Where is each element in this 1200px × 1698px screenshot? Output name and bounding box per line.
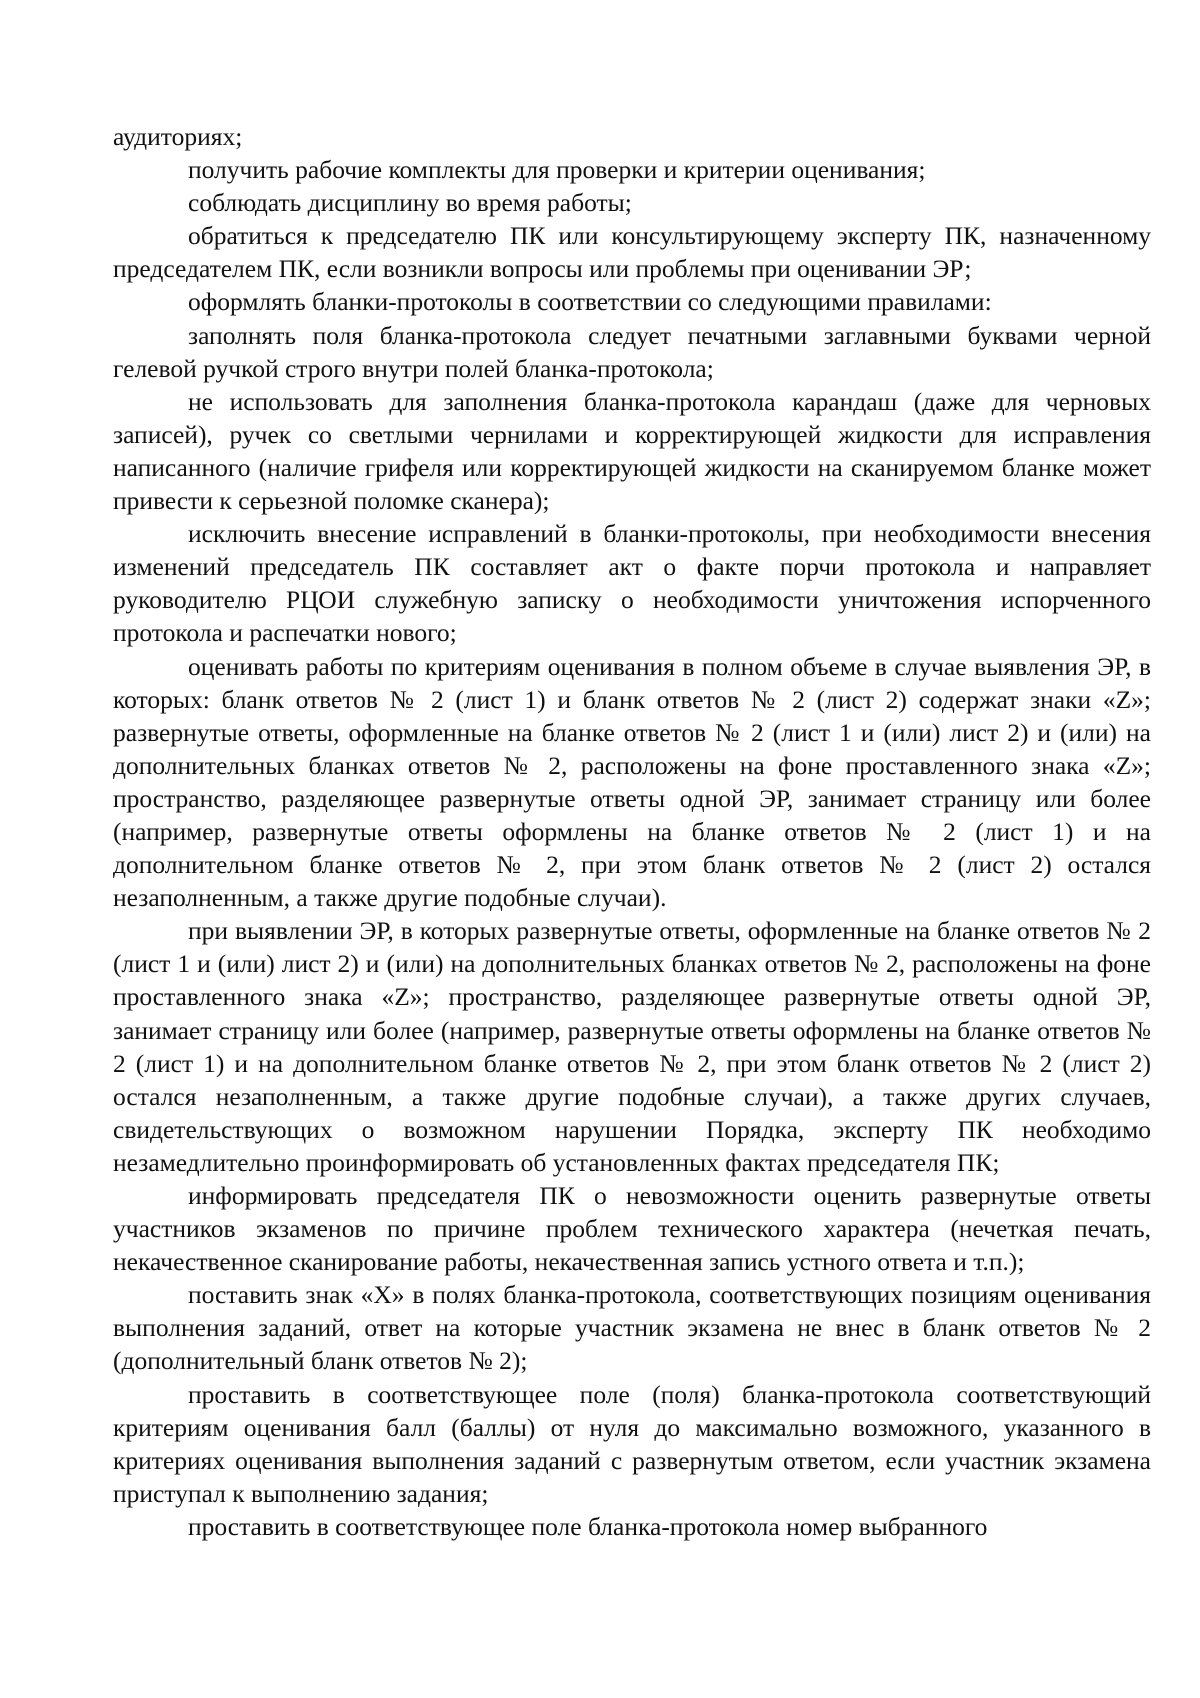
document-page <box>113 120 1151 1543</box>
paragraph: проставить в соответствующее поле (поля) бланка-протокола соответствующий критериям оценивания балл (баллы) от нуля до максимально возможного, указанного в критериях оценивания выполнения заданий с развернутым ответом, если участник экзамена приступал к выполнению задания; <box>113 1379 1151 1508</box>
paragraph: аудиториях; <box>113 122 243 151</box>
paragraph: оценивать работы по критериям оценивания в полном объеме в случае выявления ЭР, в которых: бланк ответов № 2 (лист 1) и бланк ответов № 2 (лист 2) содержат знаки «Z»; развернутые ответы, оформленные на бланке ответов № 2 (лист 1 и (или) лист 2) и (или) на дополнительных бланках ответов № 2, расположены на фоне проставленного знака «Z»; пространство, разделяющее развернутые ответы одной ЭР, занимает страницу или более (например, развернутые ответы оформлены на бланке ответов № 2 (лист 1) и на дополнительном бланке ответов № 2, при этом бланк ответов № 2 (лист 2) остался незаполненным, а также другие подобные случаи). <box>113 651 1151 913</box>
paragraph: не использовать для заполнения бланка-протокола карандаш (даже для черновых записей), ручек со светлыми чернилами и корректирующей жидкости для исправления написанного (наличие грифеля или корректирующей жидкости на сканируемом бланке может привести к серьезной поломке сканера); <box>113 386 1151 516</box>
paragraph: поставить знак «X» в полях бланка-протокола, соответствующих позициям оценивания выполнения заданий, ответ на которые участник экзамена не внес в бланк ответов № 2 (дополнительный бланк ответов № 2); <box>113 1280 1151 1376</box>
paragraph: заполнять поля бланка-протокола следует печатными заглавными буквами черной гелевой ручкой строго внутри полей бланка-протокола; <box>113 320 1151 383</box>
paragraph: соблюдать дисциплину во время работы; <box>188 188 632 218</box>
paragraph: при выявлении ЭР, в которых развернутые ответы, оформленные на бланке ответов № 2 (лист 1 и (или) лист 2) и (или) на дополнительных бланках ответов № 2, расположены на фоне проставленного знака «Z»; пространство, разделяющее развернутые ответы одной ЭР, занимает страницу или более (например, развернутые ответы оформлены на бланке ответов № 2 (лист 1) и на дополнительном бланке ответов № 2, при этом бланк ответов № 2 (лист 2) остался незаполненным, а также другие подобные случаи), а также других случаев, свидетельствующих о возможном нарушении Порядка, эксперту ПК необходимо незамедлительно проинформировать об установленных фактах председателя ПК; <box>113 916 1151 1177</box>
paragraph: информировать председателя ПК о невозможности оценить развернутые ответы участников экзаменов по причине проблем технического характера (нечеткая печать, некачественное сканирование работы, некачественная запись устного ответа и т.п.); <box>113 1181 1151 1277</box>
paragraph: оформлять бланки-протоколы в соответствии со следующими правилами: <box>188 287 992 317</box>
paragraph: проставить в соответствующее поле бланка-протокола номер выбранного <box>188 1511 988 1541</box>
paragraph: получить рабочие комплекты для проверки и критерии оценивания; <box>188 155 926 185</box>
paragraph: исключить внесение исправлений в бланки-протоколы, при необходимости внесения изменений председатель ПК составляет акт о факте порчи протокола и направляет руководителю РЦОИ служебную записку о необходимости уничтожения испорченного протокола и распечатки нового; <box>113 519 1151 648</box>
paragraph: обратиться к председателю ПК или консультирующему эксперту ПК, назначенному председателем ПК, если возникли вопросы или проблемы при оценивании ЭР; <box>113 221 1151 284</box>
